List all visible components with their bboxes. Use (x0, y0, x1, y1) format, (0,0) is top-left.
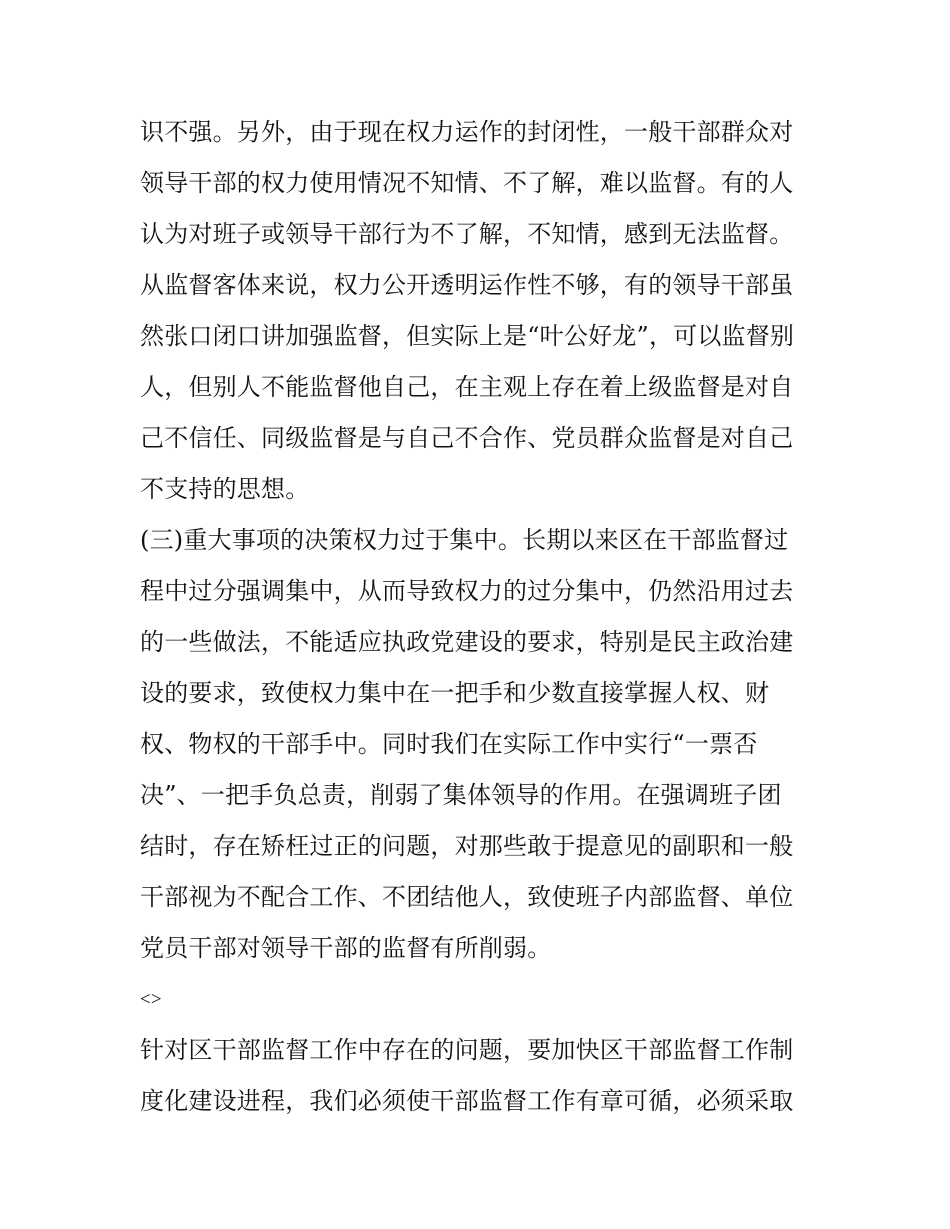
text-line: 结时，存在矫枉过正的问题，对那些敢于提意见的副职和一般 (140, 832, 794, 860)
text-line: 领导干部的权力使用情况不知情、不了解，难以监督。有的人 (140, 169, 794, 197)
text-line: 党员干部对领导干部的监督有所削弱。 (140, 934, 552, 962)
text-line: 人，但别人不能监督他自己，在主观上存在着上级监督是对自 (140, 373, 794, 401)
text-line: 认为对班子或领导干部行为不了解，不知情，感到无法监督。 (140, 220, 794, 248)
text-line: 权、物权的干部手中。同时我们在实际工作中实行“一票否 (140, 730, 758, 758)
text-line: 然张口闭口讲加强监督，但实际上是“叶公好龙”，可以监督别 (140, 322, 795, 350)
text-line: 不支持的思想。 (140, 475, 310, 503)
text-line: 识不强。另外，由于现在权力运作的封闭性，一般干部群众对 (140, 118, 794, 146)
text-line: 程中过分强调集中，从而导致权力的过分集中，仍然沿用过去 (140, 577, 794, 605)
text-line: 干部视为不配合工作、不团结他人，致使班子内部监督、单位 (140, 883, 794, 911)
text-line: 的一些做法，不能适应执政党建设的要求，特别是民主政治建 (140, 628, 794, 656)
body-text (140, 107, 820, 1127)
text-line: 设的要求，致使权力集中在一把手和少数直接掌握人权、财 (140, 679, 770, 707)
text-line: 度化建设进程，我们必须使干部监督工作有章可循，必须采取 (140, 1087, 794, 1115)
placeholder-marker: <> (140, 989, 162, 1010)
text-line: 己不信任、同级监督是与自己不合作、党员群众监督是对自己 (140, 424, 794, 452)
text-line: 从监督客体来说，权力公开透明运作性不够，有的领导干部虽 (140, 271, 794, 299)
text-line: 决”、一把手负总责，削弱了集体领导的作用。在强调班子团 (140, 781, 782, 809)
text-line: 针对区干部监督工作中存在的问题，要加快区干部监督工作制 (140, 1036, 794, 1064)
section-heading-line: (三)重大事项的决策权力过于集中。长期以来区在干部监督过 (140, 526, 789, 554)
